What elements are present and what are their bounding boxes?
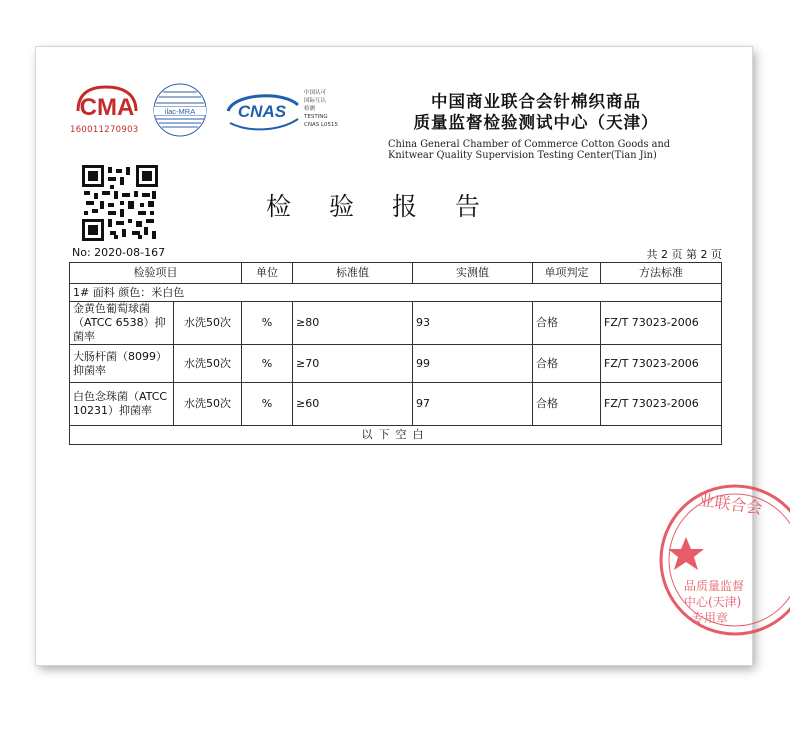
cnas-caption: [304, 89, 338, 129]
cell-unit: %: [242, 302, 293, 345]
cell-item: 白色念珠菌（ATCC 10231）抑菌率: [70, 383, 174, 426]
cell-measured: 99: [413, 345, 533, 383]
cell-standard: ≥60: [293, 383, 413, 426]
cell-measured: 93: [413, 302, 533, 345]
cell-standard: ≥80: [293, 302, 413, 345]
cell-item: 大肠杆菌（8099）抑菌率: [70, 345, 174, 383]
qr-code: [82, 165, 158, 245]
header-unit: 单位: [242, 263, 293, 284]
header-method: 方法标准: [601, 263, 722, 284]
cell-method: FZ/T 73023-2006: [601, 302, 722, 345]
section-label: 1# 面料 颜色：米白色: [70, 284, 722, 302]
stamp-line: 中心(天津): [684, 595, 742, 609]
header-measured: 实测值: [413, 263, 533, 284]
cell-item: 金黄色葡萄球菌（ATCC 6538）抑菌率: [70, 302, 174, 345]
cell-measured: 97: [413, 383, 533, 426]
end-of-table-label: 以下空白: [70, 426, 722, 445]
cell-condition: 水洗50次: [174, 302, 242, 345]
cnas-caption-line: 国际互认: [304, 98, 327, 104]
cell-method: FZ/T 73023-2006: [601, 345, 722, 383]
org-name-cn-line2: 质量监督检验测试中心（天津）: [413, 113, 659, 132]
report-title: 检验报告: [265, 192, 518, 221]
table-row: [70, 302, 722, 345]
page-indicator: 共 2 页 第 2 页: [646, 248, 722, 261]
end-of-table-row: [70, 426, 722, 445]
cnas-caption-line: 中国认可: [304, 90, 327, 96]
org-name-en-line2: Knitwear Quality Supervision Testing Center(Tian Jin): [388, 150, 657, 161]
cma-logo: [70, 81, 142, 135]
star-icon: [668, 537, 704, 570]
cell-judgment: 合格: [533, 383, 601, 426]
report-number: No: 2020-08-167: [72, 246, 166, 259]
table-header-row: [70, 263, 722, 284]
header-standard: 标准值: [293, 263, 413, 284]
cell-standard: ≥70: [293, 345, 413, 383]
cell-unit: %: [242, 345, 293, 383]
cnas-logo-text: CNAS: [237, 102, 287, 121]
table-row: [70, 383, 722, 426]
cell-judgment: 合格: [533, 345, 601, 383]
results-table: [69, 262, 722, 445]
cnas-caption-line: 检测: [304, 106, 316, 112]
stamp-line: 品质量监督: [684, 579, 745, 593]
cma-number: 160011270903: [70, 125, 139, 135]
cnas-caption-line: TESTING: [304, 114, 328, 120]
org-name-en-line1: China General Chamber of Commerce Cotton Goods and: [388, 139, 671, 150]
header-judgment: 单项判定: [533, 263, 601, 284]
cell-condition: 水洗50次: [174, 383, 242, 426]
cma-logo-text: CMA: [79, 94, 135, 121]
cell-method: FZ/T 73023-2006: [601, 383, 722, 426]
cell-unit: %: [242, 383, 293, 426]
stamp-line: 专用章: [692, 611, 729, 625]
official-seal-stamp: [640, 475, 770, 635]
table-row: [70, 345, 722, 383]
organization-header: [356, 91, 716, 161]
stamp-arc-text: 业联合会: [697, 490, 764, 518]
header-item: 检验项目: [70, 263, 242, 284]
ilac-mra-logo: [150, 81, 210, 139]
section-row: [70, 284, 722, 302]
org-name-cn-line1: 中国商业联合会针棉织商品: [431, 92, 641, 111]
cell-judgment: 合格: [533, 302, 601, 345]
report-sheet: [36, 47, 764, 665]
ilac-text: ilac-MRA: [164, 107, 196, 116]
cell-condition: 水洗50次: [174, 345, 242, 383]
cnas-caption-line: CNAS L0515: [304, 122, 339, 128]
